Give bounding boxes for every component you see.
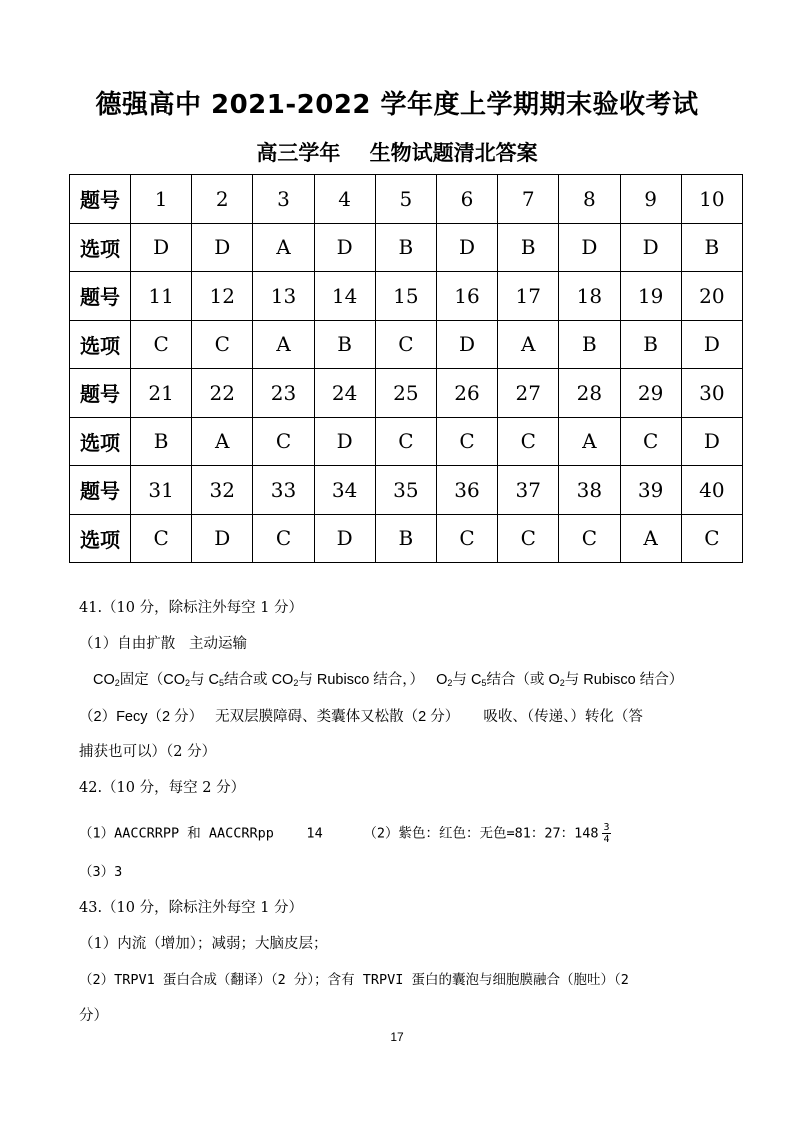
q42-part1-text: （1）AACCRRPP 和 AACCRRpp 14 （2）紫色：红色：无色=81：27：148	[79, 825, 599, 842]
text-segment: 结合（或 O	[486, 672, 560, 688]
row-label: 题号	[70, 175, 131, 224]
table-cell: C	[192, 320, 253, 369]
table-cell: B	[375, 514, 436, 563]
table-cell: D	[559, 223, 620, 272]
table-cell: 1	[131, 175, 192, 224]
table-cell: D	[131, 223, 192, 272]
table-cell: 4	[314, 175, 375, 224]
table-cell: 37	[498, 466, 559, 515]
table-cell: D	[314, 223, 375, 272]
table-cell: A	[192, 417, 253, 466]
q42-part1	[79, 822, 611, 845]
table-cell: B	[375, 223, 436, 272]
table-cell: 27	[498, 369, 559, 418]
table-cell: 39	[620, 466, 681, 515]
table-cell: 29	[620, 369, 681, 418]
table-cell: C	[620, 417, 681, 466]
q43-part2: （2）TRPV1 蛋白合成（翻译）（2 分）；含有 TRPVI 蛋白的囊泡与细胞膜融合（胞吐）（2	[79, 972, 629, 988]
row-label: 题号	[70, 272, 131, 321]
q43-part2-cont: 分）	[79, 1008, 108, 1024]
table-cell: B	[559, 320, 620, 369]
table-cell: D	[436, 320, 497, 369]
table-cell: C	[253, 514, 314, 563]
q41-co2-line	[93, 670, 683, 693]
table-cell: D	[620, 223, 681, 272]
row-label: 选项	[70, 514, 131, 563]
table-cell: C	[498, 514, 559, 563]
subscript: 2	[185, 678, 191, 688]
table-cell: 8	[559, 175, 620, 224]
table-cell: 18	[559, 272, 620, 321]
row-label: 题号	[70, 369, 131, 418]
q42-heading: 42.（10 分，每空 2 分）	[79, 780, 246, 796]
q43-part1: （1）内流（增加）；减弱；大脑皮层；	[79, 936, 328, 952]
table-cell: 19	[620, 272, 681, 321]
table-cell: 22	[192, 369, 253, 418]
text-segment: 与 Rubisco 结合）	[564, 672, 684, 688]
table-cell: C	[436, 514, 497, 563]
text-segment: 与 Rubisco 结合，） O	[298, 672, 448, 688]
table-row	[70, 514, 743, 563]
table-row	[70, 272, 743, 321]
table-cell: B	[314, 320, 375, 369]
table-cell: 35	[375, 466, 436, 515]
table-cell: 11	[131, 272, 192, 321]
table-cell: 32	[192, 466, 253, 515]
table-cell: A	[253, 320, 314, 369]
table-cell: 28	[559, 369, 620, 418]
table-cell: 2	[192, 175, 253, 224]
q41-part2-cont: 捕获也可以）（2 分）	[79, 744, 217, 760]
text-segment: 与 C	[452, 672, 482, 688]
table-cell: B	[131, 417, 192, 466]
table-cell: 25	[375, 369, 436, 418]
table-cell: C	[253, 417, 314, 466]
page-subtitle: 高三学年 生物试题清北答案	[256, 141, 538, 165]
answer-table	[69, 174, 743, 563]
subscript: 2	[559, 678, 565, 688]
table-row	[70, 369, 743, 418]
table-cell: D	[681, 320, 742, 369]
page-number: 17	[390, 1030, 404, 1044]
table-cell: A	[253, 223, 314, 272]
table-cell: 13	[253, 272, 314, 321]
table-cell: 31	[131, 466, 192, 515]
q42-part3: （3）3	[79, 864, 123, 880]
table-cell: 6	[436, 175, 497, 224]
table-cell: 36	[436, 466, 497, 515]
q41-part2: （2）Fecy（2 分） 无双层膜障碍、类囊体又松散（2 分） 吸收、（传递、）转化（答	[79, 709, 643, 725]
table-cell: 33	[253, 466, 314, 515]
table-cell: 10	[681, 175, 742, 224]
table-cell: A	[620, 514, 681, 563]
subscript: 5	[219, 678, 225, 688]
table-cell: 7	[498, 175, 559, 224]
table-cell: 34	[314, 466, 375, 515]
table-cell: 23	[253, 369, 314, 418]
table-cell: C	[498, 417, 559, 466]
table-row	[70, 320, 743, 369]
table-cell: C	[375, 417, 436, 466]
table-cell: 12	[192, 272, 253, 321]
text-segment: 与 C	[190, 672, 220, 688]
fraction-numerator: 3	[603, 822, 610, 833]
page-title: 德强高中 2021-2022 学年度上学期期末验收考试	[95, 90, 699, 120]
table-cell: 3	[253, 175, 314, 224]
table-cell: 15	[375, 272, 436, 321]
table-cell: 40	[681, 466, 742, 515]
table-cell: 5	[375, 175, 436, 224]
table-cell: D	[314, 514, 375, 563]
table-cell: C	[559, 514, 620, 563]
subscript: 5	[481, 678, 487, 688]
table-cell: A	[498, 320, 559, 369]
q41-part1: （1）自由扩散 主动运输	[79, 636, 248, 652]
table-cell: 30	[681, 369, 742, 418]
table-cell: C	[436, 417, 497, 466]
table-cell: D	[314, 417, 375, 466]
table-row	[70, 466, 743, 515]
text-segment: 固定（CO	[119, 672, 186, 688]
table-cell: D	[192, 514, 253, 563]
table-cell: 16	[436, 272, 497, 321]
table-cell: C	[375, 320, 436, 369]
row-label: 选项	[70, 417, 131, 466]
table-cell: 20	[681, 272, 742, 321]
table-cell: 9	[620, 175, 681, 224]
table-cell: 38	[559, 466, 620, 515]
table-cell: 26	[436, 369, 497, 418]
fraction-denominator: 4	[603, 834, 610, 845]
table-cell: D	[192, 223, 253, 272]
text-segment: CO	[93, 672, 115, 688]
table-cell: B	[620, 320, 681, 369]
row-label: 选项	[70, 320, 131, 369]
q43-heading: 43.（10 分，除标注外每空 1 分）	[79, 900, 304, 916]
q41-heading: 41.（10 分，除标注外每空 1 分）	[79, 600, 304, 616]
table-cell: 17	[498, 272, 559, 321]
table-cell: C	[131, 514, 192, 563]
fraction	[602, 822, 610, 845]
row-label: 选项	[70, 223, 131, 272]
table-row	[70, 223, 743, 272]
table-cell: B	[498, 223, 559, 272]
table-cell: 24	[314, 369, 375, 418]
table-cell: C	[681, 514, 742, 563]
table-row	[70, 175, 743, 224]
table-cell: A	[559, 417, 620, 466]
table-row	[70, 417, 743, 466]
subscript: 2	[447, 678, 453, 688]
answer-table-body	[70, 175, 743, 563]
table-cell: C	[131, 320, 192, 369]
table-cell: D	[436, 223, 497, 272]
table-cell: B	[681, 223, 742, 272]
row-label: 题号	[70, 466, 131, 515]
table-cell: 21	[131, 369, 192, 418]
table-cell: 14	[314, 272, 375, 321]
table-cell: D	[681, 417, 742, 466]
subscript: 2	[114, 678, 120, 688]
text-segment: 结合或 CO	[224, 672, 294, 688]
subscript: 2	[293, 678, 299, 688]
